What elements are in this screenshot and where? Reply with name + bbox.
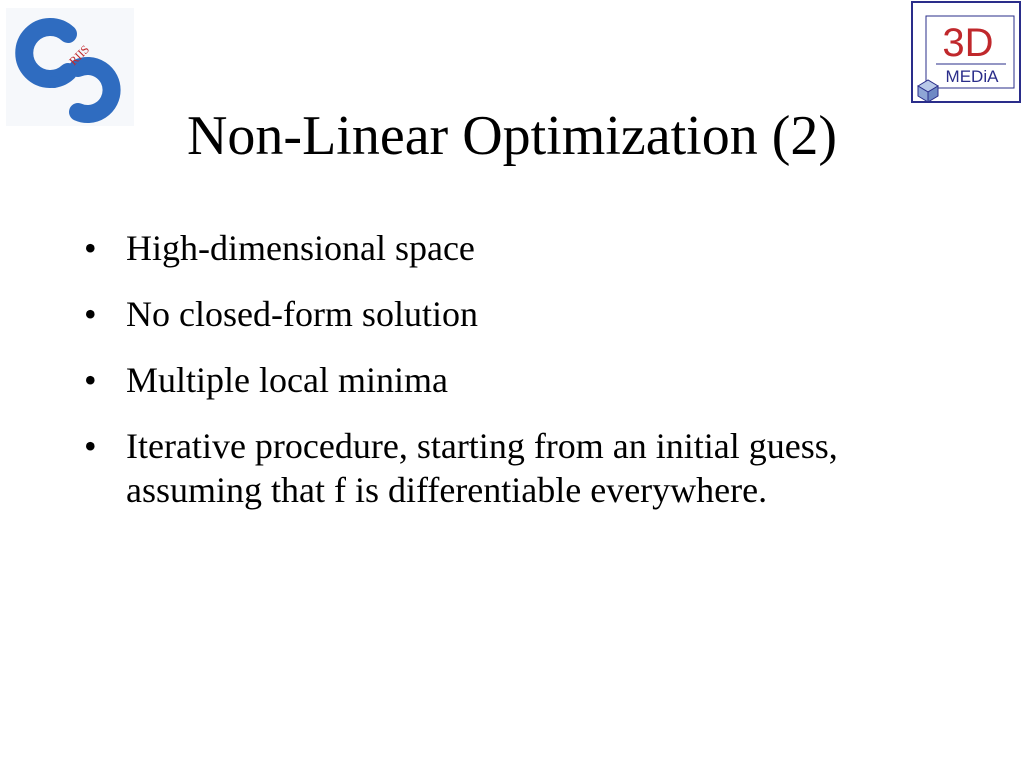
bullet-marker: • [84,228,97,268]
3d-media-logo-top-text: 3D [942,21,994,65]
bullet-item [84,424,944,512]
bullet-item [84,358,944,402]
riis-logo-text: RIIS [66,42,93,69]
bullet-text: Iterative procedure, starting from an initial guess, assuming that f is differentiable everywhere. [126,426,838,510]
bullet-marker: • [84,360,97,400]
3d-media-logo-bottom-text: MEDiA [945,67,999,86]
slide-title: Non-Linear Optimization (2) [186,105,837,167]
bullet-marker: • [84,294,97,334]
3d-media-logo-icon [910,0,1022,104]
bullet-item [84,226,944,270]
bullet-text: High-dimensional space [126,228,475,268]
bullet-marker: • [84,426,97,466]
bullet-list [84,226,944,534]
bullet-text: No closed-form solution [126,294,478,334]
bullet-text: Multiple local minima [126,360,448,400]
bullet-item [84,292,944,336]
